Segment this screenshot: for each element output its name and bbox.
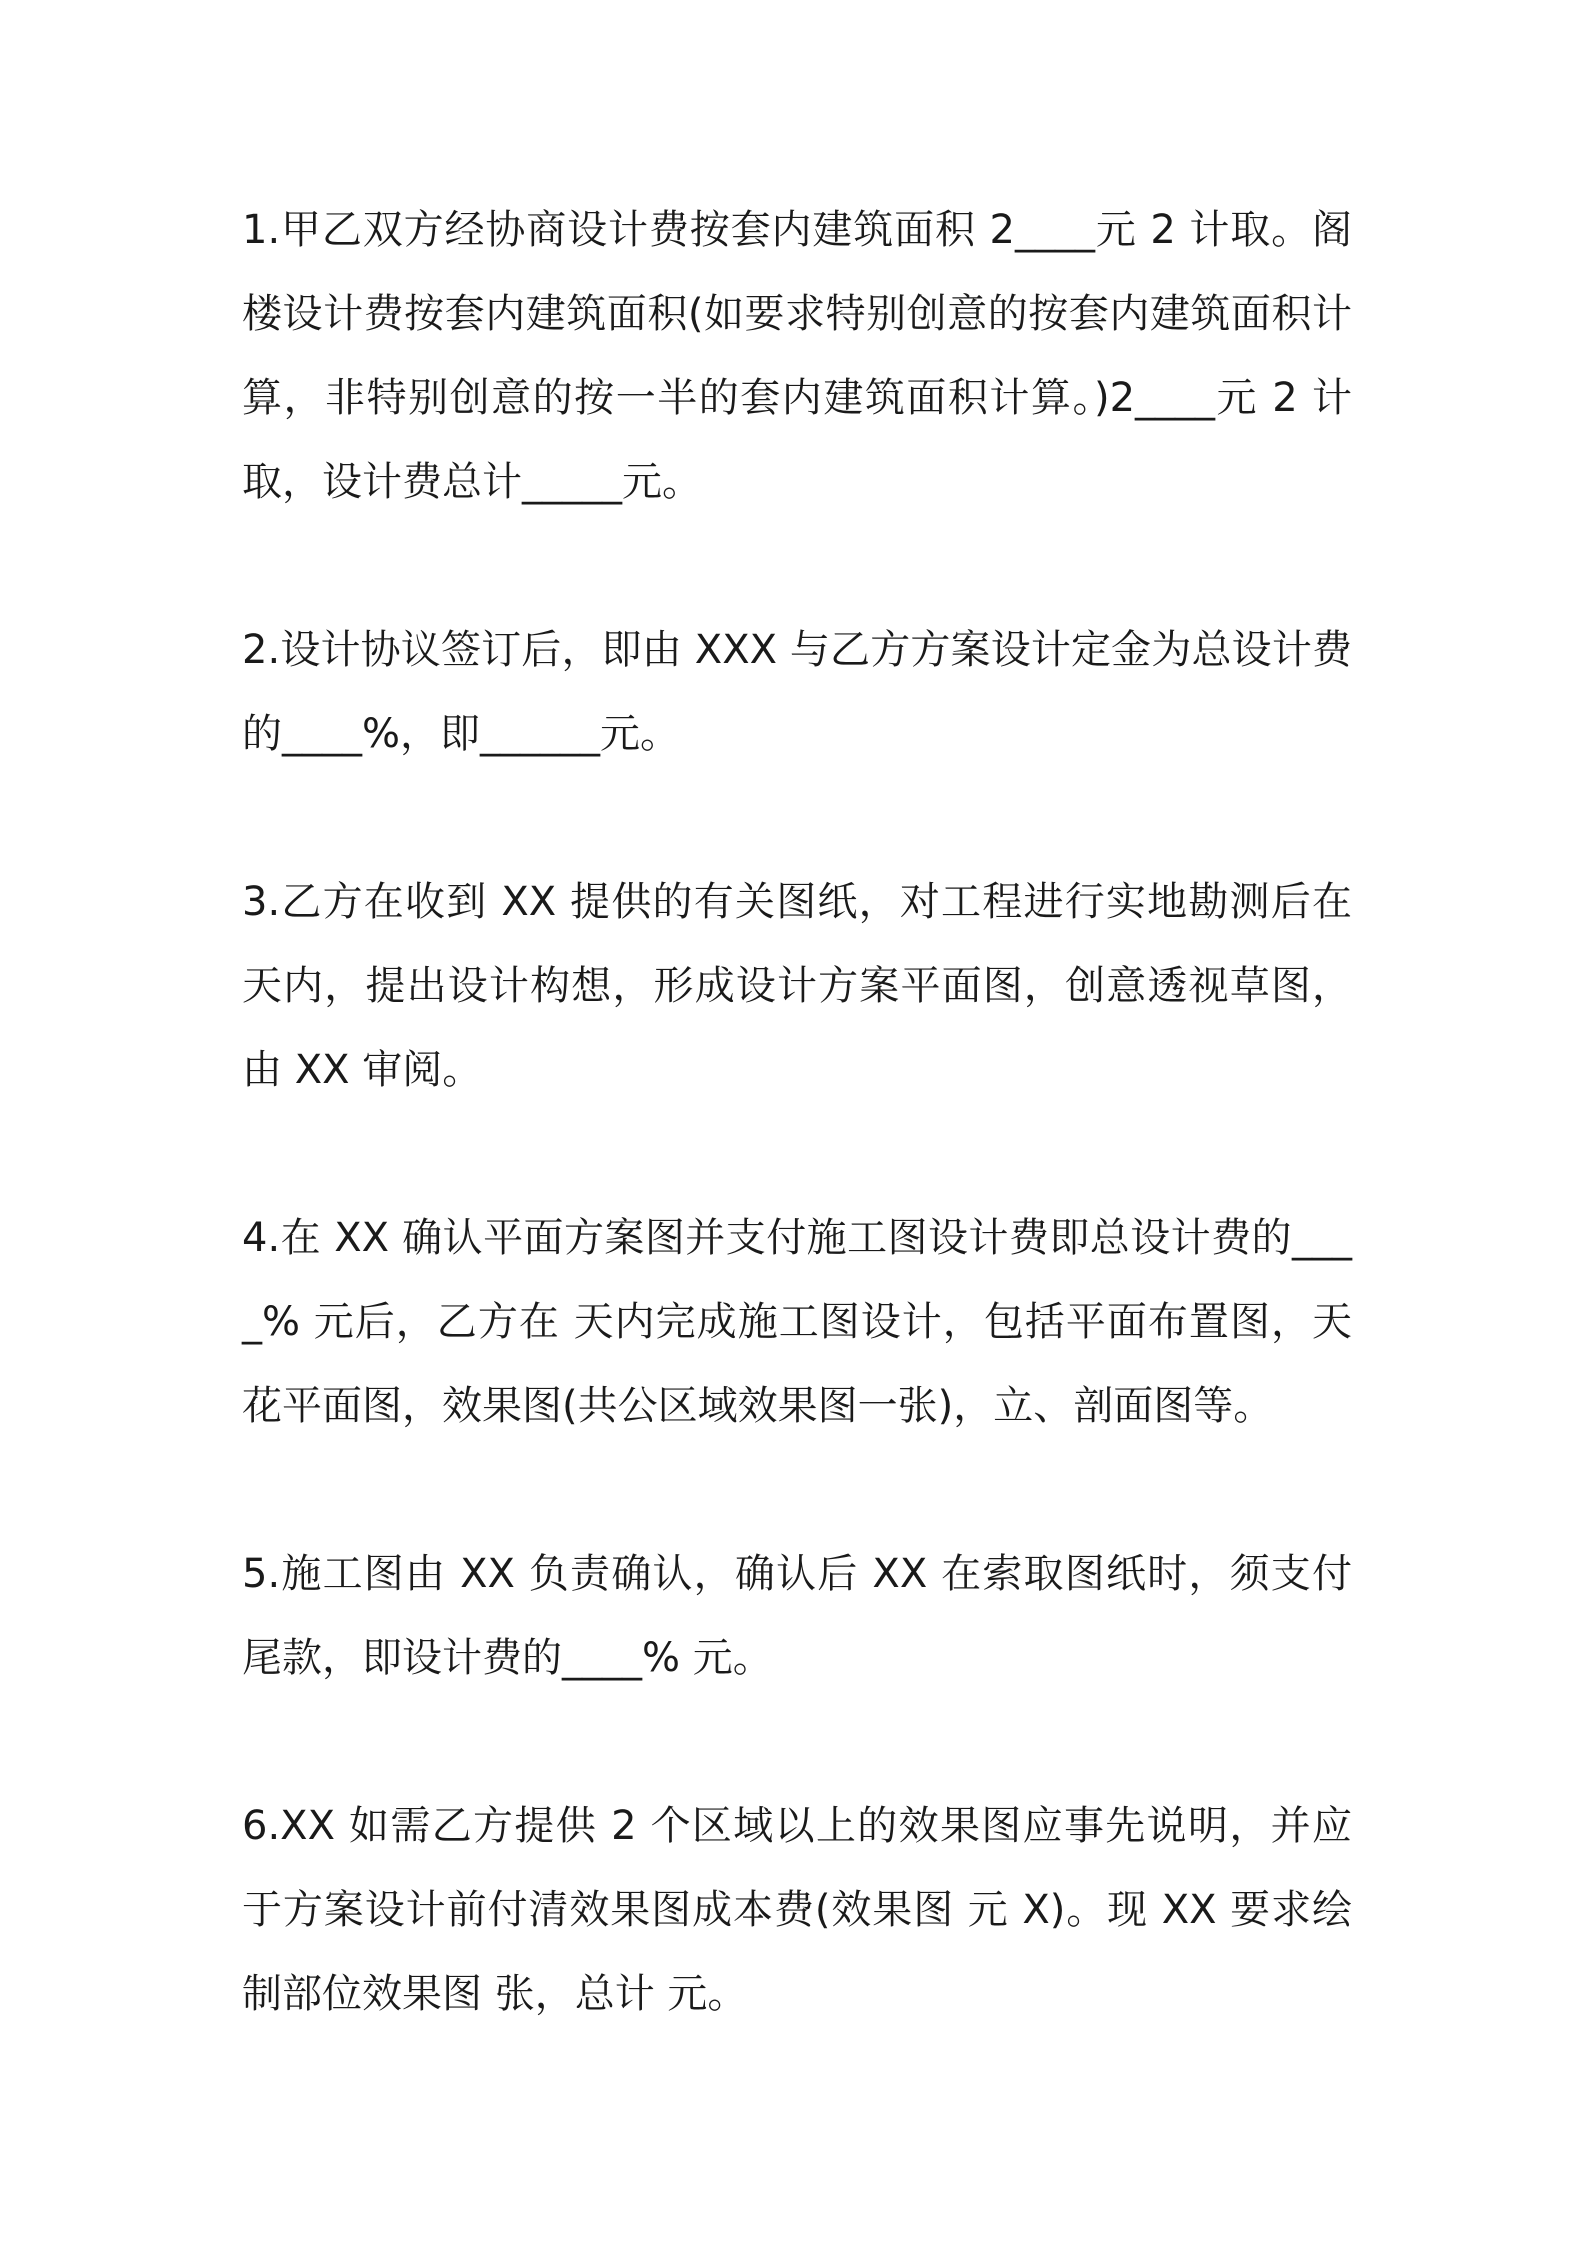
document-body (242, 188, 1352, 2036)
paragraph-4: 4.在 XX 确认平面方案图并支付施工图设计费即总设计费的____% 元后，乙方在 天内完成施工图设计，包括平面布置图，天花平面图，效果图(共公区域效果图一张)，立、剖面图等。 (242, 1215, 1352, 1429)
paragraph-1: 1.甲乙双方经协商设计费按套内建筑面积 2____元 2 计取。阁楼设计费按套内建筑面积(如要求特别创意的按套内建筑面积计算，非特别创意的按一半的套内建筑面积计算。)2____元 2 计取，设计费总计_____元。 (242, 207, 1352, 505)
paragraph-3: 3.乙方在收到 XX 提供的有关图纸，对工程进行实地勘测后在 天内，提出设计构想，形成设计方案平面图，创意透视草图，由 XX 审阅。 (242, 879, 1352, 1093)
paragraph-5: 5.施工图由 XX 负责确认，确认后 XX 在索取图纸时，须支付尾款，即设计费的____% 元。 (242, 1551, 1352, 1681)
paragraph-6: 6.XX 如需乙方提供 2 个区域以上的效果图应事先说明，并应于方案设计前付清效果图成本费(效果图 元 X)。现 XX 要求绘制部位效果图 张，总计 元。 (242, 1803, 1352, 2017)
paragraph-2: 2.设计协议签订后，即由 XXX 与乙方方案设计定金为总设计费的____%，即______元。 (242, 627, 1352, 757)
